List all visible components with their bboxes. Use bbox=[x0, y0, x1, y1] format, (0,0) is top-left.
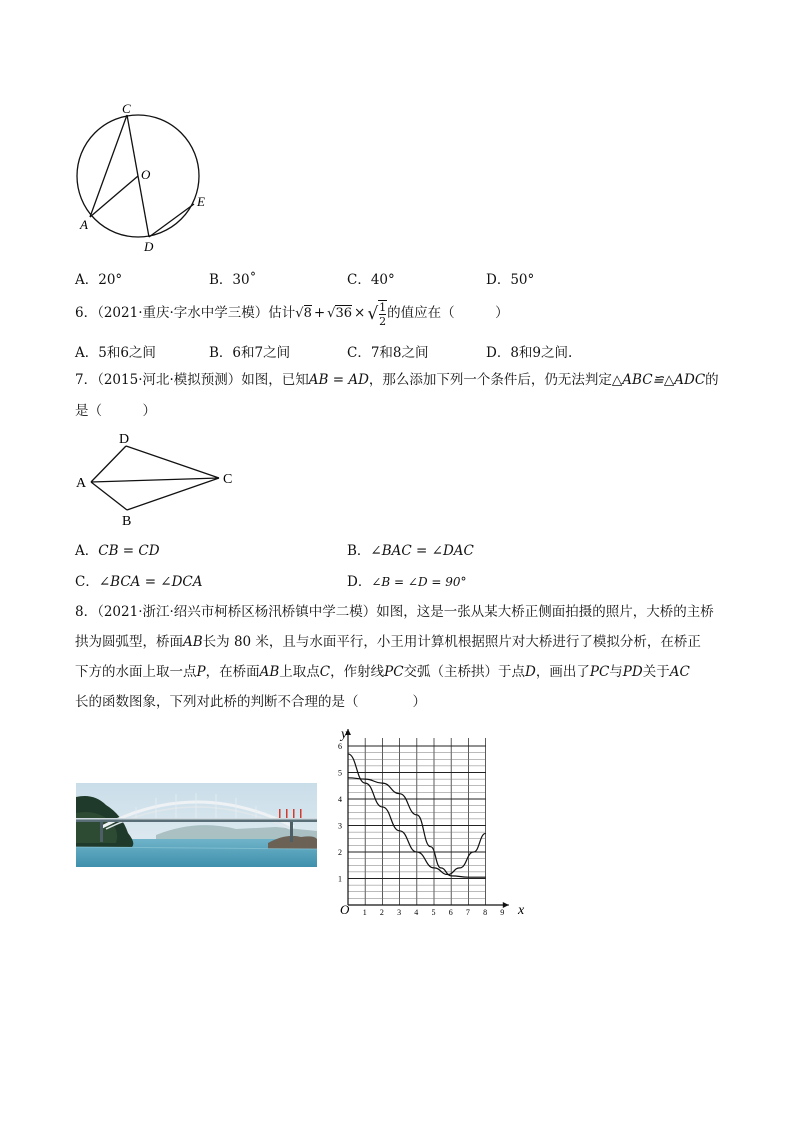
y-tick-label: 3 bbox=[338, 821, 342, 831]
kite-diagonal-ac bbox=[91, 478, 219, 482]
q5-option-c: C．40° bbox=[347, 272, 395, 288]
kite-edge-ab bbox=[91, 482, 127, 510]
kite-edge-ad bbox=[91, 446, 126, 482]
q8-stem-line3: 下方的水面上取一点P，在桥面AB上取点C，作射线PC交弧（主桥拱）于点D，画出了PC与PD关于AC bbox=[75, 664, 690, 680]
point-label-c: C bbox=[122, 101, 131, 116]
q7-stem-line1: 7．（2015·河北·模拟预测）如图，已知AB = AD，那么添加下列一个条件后，仍无法判定△ABC≌△ADC的 bbox=[75, 372, 719, 388]
graph-y-label: y bbox=[341, 727, 348, 742]
y-tick-label: 5 bbox=[338, 768, 342, 778]
y-tick-label: 2 bbox=[338, 848, 342, 857]
q6-stem: 6．（2021·重庆·字水中学三模）估计√8 + √36 × √ $\frac{1}{2}$ 的值应在（ ） bbox=[75, 300, 509, 328]
x-tick-label: 7 bbox=[465, 908, 470, 917]
q5-option-b: B．30˚ bbox=[209, 272, 257, 288]
kite-edge-dc bbox=[126, 446, 219, 478]
kite-label-d: D bbox=[119, 432, 130, 447]
kite-label-b: B bbox=[122, 514, 132, 529]
y-tick-label: 4 bbox=[338, 795, 342, 804]
bridge-photo bbox=[76, 783, 317, 867]
x-tick-label: 3 bbox=[397, 908, 402, 917]
point-label-a: A bbox=[80, 217, 88, 232]
x-tick-label: 9 bbox=[500, 908, 505, 917]
q7-option-c: C．∠BCA = ∠DCA bbox=[75, 574, 203, 590]
y-tick-label: 1 bbox=[338, 874, 342, 884]
q5-option-a: A．20° bbox=[75, 272, 123, 288]
kite-edge-bc bbox=[127, 478, 219, 510]
x-tick-label: 5 bbox=[431, 908, 436, 917]
graph-x-label: x bbox=[518, 903, 525, 918]
graph-grid bbox=[348, 738, 486, 905]
q6-option-a: A．5和6之间 bbox=[75, 345, 156, 361]
kite-label-c: C bbox=[223, 472, 233, 487]
x-tick-label: 6 bbox=[448, 908, 453, 917]
circle-figure bbox=[70, 98, 210, 258]
q7-stem-line2: 是（ ） bbox=[75, 403, 156, 419]
kite-figure bbox=[70, 430, 250, 530]
function-graph bbox=[335, 723, 535, 923]
q8-stem-line2: 拱为圆弧型，桥面AB长为 80 米，且与水面平行，小王用计算机根据照片对大桥进行了模拟分析，在桥正 bbox=[75, 634, 701, 650]
x-tick-label: 8 bbox=[483, 908, 488, 917]
q6-option-d: D．8和9之间. bbox=[486, 345, 573, 361]
point-label-o: O bbox=[141, 167, 151, 182]
q6-option-c: C．7和8之间 bbox=[347, 345, 429, 361]
graph-ticks bbox=[338, 742, 504, 917]
q7-option-a: A．CB = CD bbox=[75, 543, 160, 559]
x-tick-label: 4 bbox=[414, 908, 419, 917]
q8-stem-line4: 长的函数图象，下列对此桥的判断不合理的是（ ） bbox=[75, 694, 426, 710]
x-tick-label: 2 bbox=[379, 908, 384, 917]
q5-option-d: D．50° bbox=[486, 272, 535, 288]
point-label-e: E bbox=[197, 194, 205, 209]
y-tick-label: 6 bbox=[338, 742, 342, 751]
graph-axes bbox=[345, 729, 509, 908]
q7-option-d: D．∠B = ∠D = 90° bbox=[347, 574, 467, 590]
q6-option-b: B．6和7之间 bbox=[209, 345, 291, 361]
segment-de bbox=[149, 204, 194, 237]
kite-label-a: A bbox=[76, 476, 87, 491]
q7-option-b: B．∠BAC = ∠DAC bbox=[347, 543, 474, 559]
x-tick-label: 1 bbox=[362, 908, 367, 917]
point-label-d: D bbox=[144, 239, 154, 254]
q8-stem-line1: 8．（2021·浙江·绍兴市柯桥区杨汛桥镇中学二模）如图，这是一张从某大桥正侧面拍摄的照片，大桥的主桥 bbox=[75, 604, 714, 620]
graph-origin-label: O bbox=[340, 902, 350, 917]
